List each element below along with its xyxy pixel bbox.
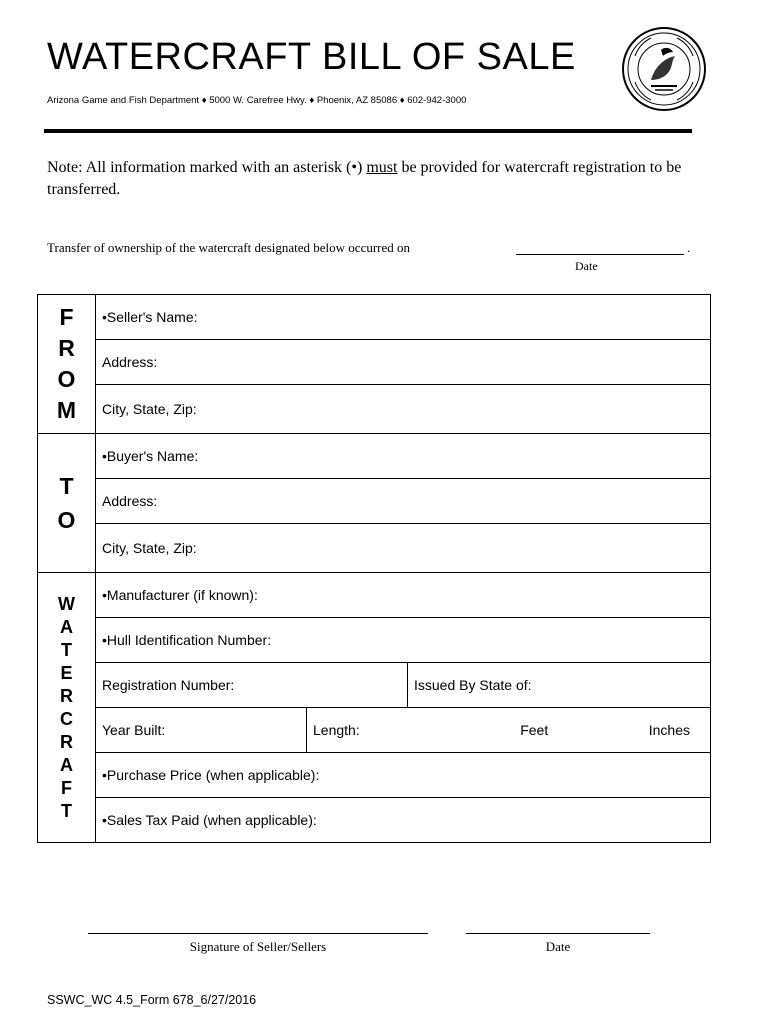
inches-label: Inches [648, 722, 690, 738]
transfer-date-label: Date [575, 259, 598, 273]
bill-of-sale-table [37, 294, 711, 843]
transfer-date-field[interactable] [516, 254, 684, 255]
purchase-price-field[interactable]: •Purchase Price (when applicable): [96, 753, 711, 798]
note-middle: ) [356, 159, 367, 176]
note-suffix: be provided for watercraft registration to be transferred. [47, 159, 682, 198]
hull-id-field[interactable]: •Hull Identification Number: [96, 618, 711, 663]
buyer-address-field[interactable]: Address: [96, 479, 711, 524]
section-watercraft-label: W A T E R C R A F T [38, 573, 96, 843]
sales-tax-field[interactable]: •Sales Tax Paid (when applicable): [96, 798, 711, 843]
seller-name-field[interactable]: •Seller's Name: [96, 295, 711, 340]
page-title: WATERCRAFT BILL OF SALE [47, 36, 576, 78]
issued-by-state-field[interactable]: Issued By State of: [408, 663, 711, 708]
length-label: Length: [313, 722, 360, 738]
signature-date-label: Date [545, 939, 571, 954]
transfer-text: Transfer of ownership of the watercraft designated below occurred on [47, 240, 411, 255]
seller-city-field[interactable]: City, State, Zip: [96, 385, 711, 434]
section-to-label: T O [38, 434, 96, 573]
signature-date-field[interactable] [466, 933, 650, 934]
arizona-game-and-fish-seal-icon [621, 26, 707, 112]
seller-address-field[interactable]: Address: [96, 340, 711, 385]
transfer-period: . [687, 240, 691, 255]
length-field[interactable] [307, 708, 711, 753]
manufacturer-field[interactable]: •Manufacturer (if known): [96, 573, 711, 618]
seller-signature-label: Signature of Seller/Sellers [189, 939, 327, 954]
registration-number-field[interactable]: Registration Number: [96, 663, 408, 708]
note-asterisk: • [351, 159, 357, 176]
seller-signature-field[interactable] [88, 933, 428, 934]
buyer-city-field[interactable]: City, State, Zip: [96, 524, 711, 573]
note-text [47, 157, 707, 201]
note-prefix: Note: All information marked with an asterisk ( [47, 159, 352, 176]
department-address: Arizona Game and Fish Department ♦ 5000 W. Carefree Hwy. ♦ Phoenix, AZ 85086 ♦ 602-942-3000 [47, 95, 467, 106]
form-id: SSWC_WC 4.5_Form 678_6/27/2016 [47, 993, 257, 1007]
year-built-field[interactable]: Year Built: [96, 708, 307, 753]
buyer-name-field[interactable]: •Buyer's Name: [96, 434, 711, 479]
feet-label: Feet [520, 722, 549, 738]
header-divider [44, 129, 692, 133]
note-must: must [366, 159, 398, 176]
section-from-label: F R O M [38, 295, 96, 434]
